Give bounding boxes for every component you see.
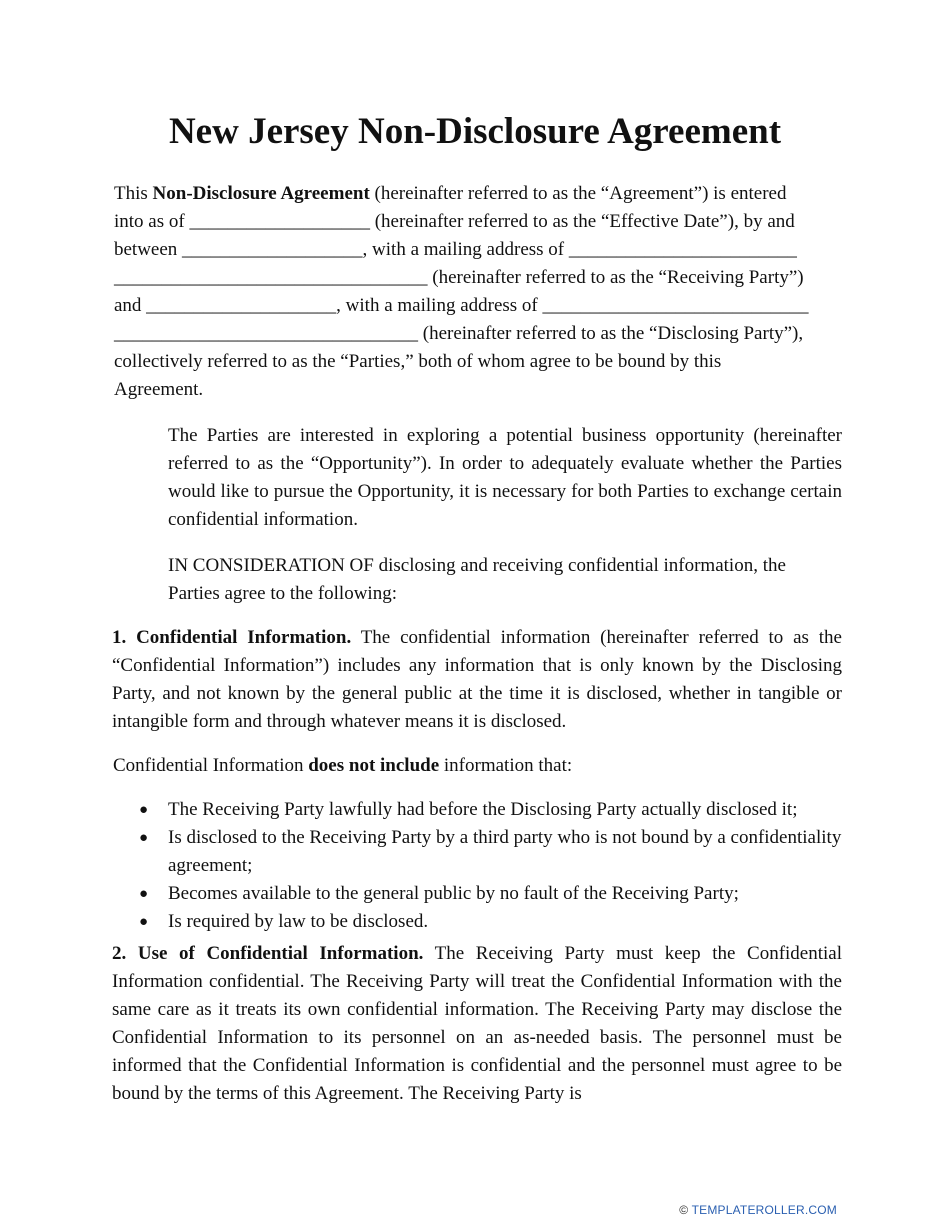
intro-line-6: ________________________________ (hereinafter referred to as the “Disclosing Party”), [114,323,804,344]
exclusions-list [112,796,842,936]
bullet-icon: ● [139,830,149,846]
section-1-body: The confidential information (hereinafter referred to as the “Confidential Information”) includes any information that is only known by the Disclosing Party, and not known by the general public at the time it is disclosed, whether in tangible or intangible form and through whatever means it is disclosed. [112,627,842,732]
section-1 [112,624,842,736]
recital-paragraph: The Parties are interested in exploring a potential business opportunity (hereinafter referred to as the “Opportunity”). In order to adequately evaluate whether the Parties would like to pursue the Opportunity, it is necessary for both Parties to exchange certain confidential information. [168,425,842,530]
intro-text: This [114,183,153,204]
footer-credit [679,1203,837,1217]
consideration-paragraph: IN CONSIDERATION OF disclosing and receiving confidential information, the Parties agree to the following: [168,555,786,604]
intro-line-2: into as of ___________________ (hereinafter referred to as the “Effective Date”), by and [114,211,795,232]
list-item-text: The Receiving Party lawfully had before the Disclosing Party actually disclosed it; [168,799,798,820]
intro-line-1 [112,180,842,208]
intro-line-5: and ____________________, with a mailing address of ____________________________ [114,295,809,316]
bullet-icon: ● [139,886,149,902]
exclusions-text: Confidential Information [113,755,309,776]
intro-text: (hereinafter referred to as the “Agreement”) is entered [369,183,787,204]
copyright-icon: © [679,1203,689,1217]
bullet-icon: ● [139,802,149,818]
section-2-heading: 2. Use of Confidential Information. [112,943,424,964]
exclusions-text: information that: [439,755,573,776]
list-item [112,880,842,908]
intro-line-3: between ___________________, with a mailing address of ________________________ [114,239,797,260]
document-title: New Jersey Non-Disclosure Agreement [168,111,782,152]
section-2 [112,940,842,1108]
intro-line-4: _________________________________ (hereinafter referred to as the “Receiving Party”) [114,267,804,288]
list-item-text: Is disclosed to the Receiving Party by a third party who is not bound by a confidentiality agreement; [168,827,842,876]
agreement-name-bold: Non-Disclosure Agreement [152,183,370,204]
list-item-text: Is required by law to be disclosed. [168,911,429,932]
list-item-text: Becomes available to the general public by no fault of the Receiving Party; [168,883,739,904]
intro-paragraph [112,180,842,404]
section-2-body: The Receiving Party must keep the Confidential Information confidential. The Receiving Party will treat the Confidential Information with the same care as it treats its own confidential information. The Receiving Party may disclose the Confidential Information to its personnel on an as-needed basis. The personnel must be informed that the Confidential Information is confidential and the personnel must agree to be bound by the terms of this Agreement. The Receiving Party is [112,943,842,1104]
list-item [112,796,842,824]
bullet-icon: ● [139,914,149,930]
exclusions-bold: does not include [308,755,440,776]
exclusions-intro [112,752,842,780]
footer-site-link[interactable]: TEMPLATEROLLER.COM [691,1203,837,1217]
document-body [112,180,842,1108]
list-item [112,908,842,936]
list-item [112,824,842,880]
section-1-heading: 1. Confidential Information. [112,627,352,648]
intro-line-8: Agreement. [114,379,204,400]
intro-line-7: collectively referred to as the “Parties,” both of whom agree to be bound by this [114,351,722,372]
